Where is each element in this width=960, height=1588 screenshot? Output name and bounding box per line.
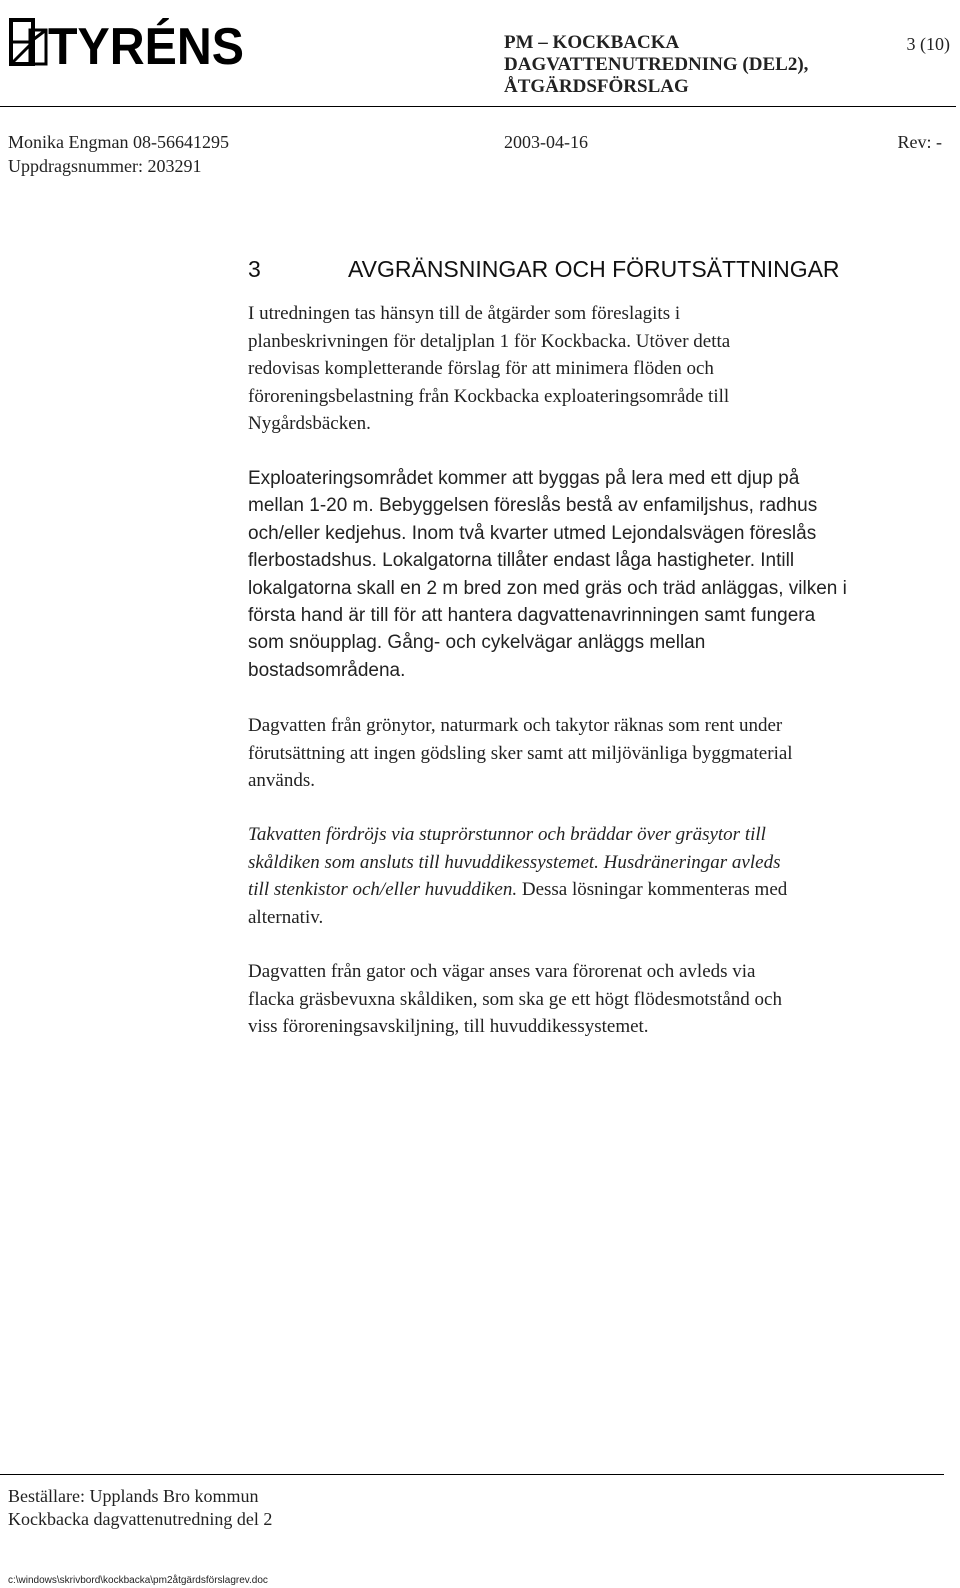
text-line: bostadsområdena. — [248, 659, 406, 681]
footer-client: Beställare: Upplands Bro kommun — [8, 1486, 259, 1506]
text-line: som snöupplag. Gång- och cykelvägar anläggs mellan — [248, 632, 706, 654]
header-divider — [0, 106, 956, 107]
text-line: Dagvatten från gator och vägar anses vara förorenat och avleds via — [248, 961, 756, 982]
italic-text: till stenkistor och/eller huvuddiken. — [248, 879, 518, 900]
text-line: Takvatten fördröjs via stuprörstunnor och bräddar över gräsytor till — [248, 824, 766, 845]
title-line: ÅTGÄRDSFÖRSLAG — [504, 76, 689, 97]
footer-document: Kockbacka dagvattenutredning del 2 — [8, 1509, 273, 1529]
section-heading — [248, 256, 840, 283]
paragraph-4 — [248, 821, 948, 931]
text-line: Exploateringsområdet kommer att byggas på lera med ett djup på — [248, 468, 800, 489]
assignment-number: Uppdragsnummer: 203291 — [8, 156, 202, 176]
text-line: lokalgatorna skall en 2 m bred zon med gräs och träd anläggas, vilken i — [248, 577, 847, 599]
footer-divider — [0, 1474, 944, 1475]
text-line: skåldiken som ansluts till huvuddikessystemet. Husdräneringar avleds — [248, 851, 781, 873]
text-line: planbeskrivningen för detaljplan 1 för Kockbacka. Utöver detta — [248, 330, 731, 352]
plain-text: Dessa lösningar kommenteras med — [517, 879, 788, 900]
title-line: DAGVATTENUTREDNING (DEL2), — [504, 54, 809, 75]
text-line: första hand är till för att hantera dagvattenavrinningen samt fungera — [248, 605, 816, 627]
text-line: används. — [248, 770, 316, 791]
text-line: Dagvatten från grönytor, naturmark och takytor räknas som rent under — [248, 715, 783, 736]
text-line: alternativ. — [248, 906, 324, 928]
section-number: 3 — [248, 256, 261, 282]
tyrens-logo — [8, 8, 248, 68]
text-line — [248, 876, 948, 904]
paragraph-2 — [248, 465, 948, 684]
footer-file-path: c:\windows\skrivbord\kockbacka\pm2åtgärdsförslagrev.doc — [8, 1575, 268, 1586]
logo-wordmark: TYRÉNS — [48, 18, 244, 68]
text-line: förutsättning att ingen gödsling sker samt att miljövänliga byggmaterial — [248, 742, 793, 764]
paragraph-3 — [248, 712, 948, 795]
logo-mark-icon — [8, 8, 248, 68]
text-line: flacka gräsbevuxna skåldiken, som ska ge ett högt flödesmotstånd och — [248, 988, 782, 1010]
text-line: Nygårdsbäcken. — [248, 413, 371, 434]
text-line: viss föroreningsavskiljning, till huvuddikessystemet. — [248, 1016, 649, 1037]
document-date: 2003-04-16 — [504, 132, 588, 152]
page-number: 3 (10) — [906, 34, 950, 54]
author-info: Monika Engman 08-56641295 — [8, 132, 229, 152]
text-line: I utredningen tas hänsyn till de åtgärder som föreslagits i — [248, 303, 681, 324]
text-line: och/eller kedjehus. Inom två kvarter utmed Lejondalsvägen föreslås — [248, 522, 817, 544]
text-line: föroreningsbelastning från Kockbacka exploateringsområde till — [248, 385, 730, 407]
paragraph-1 — [248, 300, 948, 438]
document-title — [504, 32, 808, 98]
text-line: flerbostadshus. Lokalgatorna tillåter endast låga hastigheter. Intill — [248, 550, 795, 572]
title-line: PM – KOCKBACKA — [504, 32, 680, 53]
text-line: mellan 1-20 m. Bebyggelsen föreslås bestå av enfamiljshus, radhus — [248, 495, 818, 517]
text-line: redovisas kompletterande förslag för att minimera flöden och — [248, 358, 714, 379]
paragraph-5 — [248, 958, 948, 1041]
section-title: AVGRÄNSNINGAR OCH FÖRUTSÄTTNINGAR — [348, 256, 840, 282]
revision: Rev: - — [897, 132, 942, 152]
